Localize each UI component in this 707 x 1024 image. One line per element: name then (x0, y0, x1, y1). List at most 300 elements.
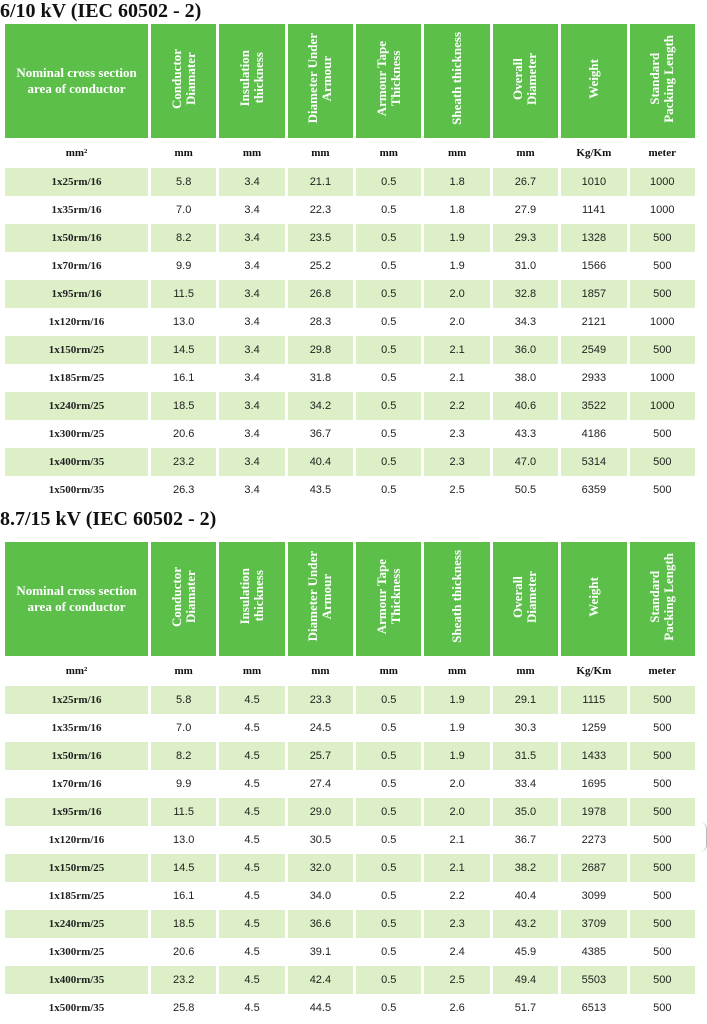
table-cell: 11.5 (151, 798, 216, 826)
table-cell: 2.1 (424, 364, 489, 392)
units-row (5, 656, 695, 686)
column-header-label: Diameter Under Armour (305, 551, 335, 642)
table-cell: 33.4 (493, 770, 558, 798)
table-cell: 0.5 (356, 448, 421, 476)
table-cell: 5503 (561, 966, 626, 994)
column-header (424, 24, 489, 138)
table-cell: 36.7 (288, 420, 353, 448)
table-cell: 36.7 (493, 826, 558, 854)
table-cell: 500 (630, 476, 695, 504)
table-cell: 1010 (561, 168, 626, 196)
table-cell: 27.4 (288, 770, 353, 798)
table-cell: 23.5 (288, 224, 353, 252)
row-label: 1x240rm/25 (5, 910, 148, 938)
table-cell: 29.3 (493, 224, 558, 252)
column-header-label: Sheath thickness (449, 32, 465, 125)
table-cell: 2.2 (424, 882, 489, 910)
table-cell: 26.8 (288, 280, 353, 308)
table-cell: 18.5 (151, 392, 216, 420)
table-cell: 0.5 (356, 196, 421, 224)
column-header (219, 24, 284, 138)
unit-cell: mm² (65, 665, 88, 677)
column-header (493, 24, 558, 138)
table-cell: 40.4 (493, 882, 558, 910)
table-cell: 1857 (561, 280, 626, 308)
column-header (219, 542, 284, 656)
table-row (5, 686, 695, 714)
table-cell: 1.9 (424, 742, 489, 770)
table-row (5, 392, 695, 420)
column-header-label: Standard Packing Length (647, 552, 677, 641)
table-cell: 4.5 (219, 994, 284, 1022)
table-cell: 2.3 (424, 420, 489, 448)
unit-cell: mm (447, 665, 467, 677)
table-cell: 1259 (561, 714, 626, 742)
table-cell: 0.5 (356, 252, 421, 280)
table-row (5, 476, 695, 504)
table-cell: 500 (630, 336, 695, 364)
table-cell: 34.3 (493, 308, 558, 336)
table-cell: 1.9 (424, 714, 489, 742)
table-cell: 11.5 (151, 280, 216, 308)
table-cell: 29.1 (493, 686, 558, 714)
table-cell: 23.2 (151, 966, 216, 994)
row-label: 1x50rm/16 (5, 224, 148, 252)
table-cell: 0.5 (356, 168, 421, 196)
table-cell: 31.5 (493, 742, 558, 770)
table-cell: 500 (630, 252, 695, 280)
column-header-label: Insulation thickness (237, 568, 267, 625)
column-header (493, 542, 558, 656)
table-cell: 0.5 (356, 742, 421, 770)
table-title-8-7-15kv: 8.7/15 kV (IEC 60502 - 2) (0, 508, 217, 530)
table-row (5, 938, 695, 966)
column-header (151, 542, 216, 656)
unit-cell: mm (242, 665, 262, 677)
table-cell: 40.6 (493, 392, 558, 420)
table-cell: 0.5 (356, 798, 421, 826)
row-label: 1x120rm/16 (5, 826, 148, 854)
table-cell: 36.6 (288, 910, 353, 938)
header-row (5, 24, 695, 138)
table-cell: 9.9 (151, 770, 216, 798)
table-row (5, 196, 695, 224)
table-cell: 4.5 (219, 686, 284, 714)
row-label: 1x70rm/16 (5, 770, 148, 798)
table-cell: 4.5 (219, 826, 284, 854)
table-body (5, 24, 695, 504)
table-cell: 500 (630, 826, 695, 854)
table-cell: 3522 (561, 392, 626, 420)
table-row (5, 448, 695, 476)
row-label: 1x400rm/35 (5, 966, 148, 994)
table-row (5, 854, 695, 882)
table-cell: 31.0 (493, 252, 558, 280)
table-row (5, 742, 695, 770)
table-cell: 2.3 (424, 910, 489, 938)
column-header (630, 542, 695, 656)
row-label: 1x25rm/16 (5, 168, 148, 196)
unit-cell: mm (174, 665, 193, 677)
table-row (5, 224, 695, 252)
row-label: 1x150rm/25 (5, 336, 148, 364)
table-cell: 0.5 (356, 714, 421, 742)
table-cell: 3.4 (219, 392, 284, 420)
row-label: 1x300rm/25 (5, 420, 148, 448)
table-cell: 0.5 (356, 308, 421, 336)
table-cell: 500 (630, 224, 695, 252)
column-header-label: Insulation thickness (237, 50, 267, 107)
row-label: 1x500rm/35 (5, 994, 148, 1022)
column-header (561, 24, 626, 138)
spec-table-8-7-15kv (2, 542, 698, 1022)
table-cell: 26.3 (151, 476, 216, 504)
table-cell: 2.5 (424, 476, 489, 504)
table-cell: 28.3 (288, 308, 353, 336)
table-cell: 2.2 (424, 392, 489, 420)
column-header-label: Sheath thickness (449, 550, 465, 643)
column-header-label: Diameter Under Armour (305, 33, 335, 124)
table-cell: 4385 (561, 938, 626, 966)
table-cell: 44.5 (288, 994, 353, 1022)
row-label: 1x70rm/16 (5, 252, 148, 280)
table-cell: 34.0 (288, 882, 353, 910)
table-cell: 3.4 (219, 252, 284, 280)
table-cell: 1.9 (424, 224, 489, 252)
table-cell: 0.5 (356, 770, 421, 798)
table-cell: 1328 (561, 224, 626, 252)
table-cell: 36.0 (493, 336, 558, 364)
table-cell: 32.0 (288, 854, 353, 882)
column-header (630, 24, 695, 138)
table-cell: 2.1 (424, 826, 489, 854)
table-cell: 500 (630, 994, 695, 1022)
table-row (5, 798, 695, 826)
column-header-label: Standard Packing Length (647, 34, 677, 123)
table-cell: 45.9 (493, 938, 558, 966)
table-cell: 1000 (630, 364, 695, 392)
table-row (5, 420, 695, 448)
table-cell: 3.4 (219, 448, 284, 476)
table-cell: 2121 (561, 308, 626, 336)
table-cell: 500 (630, 882, 695, 910)
row-label: 1x35rm/16 (5, 196, 148, 224)
table-cell: 4.5 (219, 882, 284, 910)
table-cell: 47.0 (493, 448, 558, 476)
table-cell: 2.4 (424, 938, 489, 966)
table-cell: 38.0 (493, 364, 558, 392)
table-cell: 1.9 (424, 252, 489, 280)
row-label: 1x500rm/35 (5, 476, 148, 504)
table-cell: 32.8 (493, 280, 558, 308)
table-cell: 3709 (561, 910, 626, 938)
table-cell: 21.1 (288, 168, 353, 196)
table-cell: 4.5 (219, 938, 284, 966)
unit-cell: mm (379, 665, 398, 677)
table-cell: 39.1 (288, 938, 353, 966)
table-cell: 0.5 (356, 224, 421, 252)
table-cell: 20.6 (151, 420, 216, 448)
table-cell: 23.2 (151, 448, 216, 476)
table-cell: 1115 (561, 686, 626, 714)
table-cell: 38.2 (493, 854, 558, 882)
table-cell: 2273 (561, 826, 626, 854)
unit-cell: mm (447, 147, 467, 159)
table-cell: 1141 (561, 196, 626, 224)
table-cell: 18.5 (151, 910, 216, 938)
table-cell: 3.4 (219, 280, 284, 308)
unit-cell: mm (311, 665, 330, 677)
table-cell: 2.1 (424, 336, 489, 364)
table-cell: 29.0 (288, 798, 353, 826)
table-cell: 3.4 (219, 168, 284, 196)
table-cell: 500 (630, 280, 695, 308)
table-cell: 14.5 (151, 336, 216, 364)
table-cell: 500 (630, 714, 695, 742)
table-row (5, 336, 695, 364)
column-header-label: Overall Diameter (510, 52, 540, 105)
unit-cell: Kg/Km (576, 147, 612, 159)
table-cell: 20.6 (151, 938, 216, 966)
table-cell: 0.5 (356, 882, 421, 910)
table-cell: 8.2 (151, 742, 216, 770)
unit-cell: mm (516, 665, 535, 677)
table-cell: 4.5 (219, 910, 284, 938)
table-row (5, 966, 695, 994)
table-cell: 0.5 (356, 392, 421, 420)
table-cell: 13.0 (151, 826, 216, 854)
table-cell: 49.4 (493, 966, 558, 994)
row-label: 1x35rm/16 (5, 714, 148, 742)
column-header-label: Armour Tape Thickness (373, 558, 403, 635)
table-cell: 0.5 (356, 910, 421, 938)
table-cell: 29.8 (288, 336, 353, 364)
table-cell: 500 (630, 938, 695, 966)
page-edge-mark (700, 822, 707, 852)
table-cell: 27.9 (493, 196, 558, 224)
unit-cell: meter (648, 147, 676, 159)
table-row (5, 910, 695, 938)
table-cell: 43.3 (493, 420, 558, 448)
table-cell: 500 (630, 686, 695, 714)
table-cell: 3.4 (219, 308, 284, 336)
table-cell: 0.5 (356, 826, 421, 854)
table-cell: 35.0 (493, 798, 558, 826)
table-cell: 3.4 (219, 476, 284, 504)
row-label: 1x185rm/25 (5, 364, 148, 392)
header-row (5, 542, 695, 656)
column-header (151, 24, 216, 138)
table-cell: 0.5 (356, 686, 421, 714)
table-row (5, 882, 695, 910)
column-header-label: Conductor Diamater (168, 48, 198, 109)
table-cell: 500 (630, 798, 695, 826)
table-cell: 34.2 (288, 392, 353, 420)
unit-cell: meter (648, 665, 676, 677)
unit-cell: mm² (65, 147, 88, 159)
row-label: 1x150rm/25 (5, 854, 148, 882)
table-cell: 16.1 (151, 882, 216, 910)
table-row (5, 252, 695, 280)
table-cell: 51.7 (493, 994, 558, 1022)
unit-cell: mm (379, 147, 398, 159)
table-cell: 43.2 (493, 910, 558, 938)
table-cell: 2.0 (424, 308, 489, 336)
table-cell: 2933 (561, 364, 626, 392)
table-cell: 1000 (630, 308, 695, 336)
row-label: 1x120rm/16 (5, 308, 148, 336)
table-cell: 500 (630, 854, 695, 882)
table-cell: 2.0 (424, 280, 489, 308)
table-cell: 4.5 (219, 966, 284, 994)
column-header (288, 24, 353, 138)
table-cell: 2.5 (424, 966, 489, 994)
table-cell: 3099 (561, 882, 626, 910)
table-cell: 500 (630, 910, 695, 938)
table-cell: 500 (630, 448, 695, 476)
table-cell: 40.4 (288, 448, 353, 476)
column-header (356, 542, 421, 656)
table-cell: 0.5 (356, 364, 421, 392)
table-cell: 22.3 (288, 196, 353, 224)
table-cell: 1000 (630, 196, 695, 224)
table-row (5, 308, 695, 336)
table-cell: 3.4 (219, 364, 284, 392)
table-body (5, 542, 695, 1022)
unit-cell: mm (516, 147, 535, 159)
column-header: Nominal cross section area of conductor (5, 542, 148, 656)
column-header-label: Conductor Diamater (168, 566, 198, 627)
table-cell: 4.5 (219, 770, 284, 798)
table-cell: 1000 (630, 392, 695, 420)
table-cell: 2.6 (424, 994, 489, 1022)
table-cell: 30.3 (493, 714, 558, 742)
table-cell: 4.5 (219, 714, 284, 742)
table-cell: 0.5 (356, 938, 421, 966)
table-cell: 2.3 (424, 448, 489, 476)
table-cell: 500 (630, 966, 695, 994)
row-label: 1x240rm/25 (5, 392, 148, 420)
table-cell: 3.4 (219, 420, 284, 448)
table-cell: 6359 (561, 476, 626, 504)
table-row (5, 770, 695, 798)
table-cell: 13.0 (151, 308, 216, 336)
table-cell: 24.5 (288, 714, 353, 742)
units-row (5, 138, 695, 168)
row-label: 1x95rm/16 (5, 280, 148, 308)
unit-cell: mm (174, 147, 193, 159)
unit-cell: Kg/Km (576, 665, 612, 677)
column-header-label: Overall Diameter (510, 570, 540, 623)
table-cell: 1.8 (424, 196, 489, 224)
row-label: 1x50rm/16 (5, 742, 148, 770)
table-cell: 500 (630, 770, 695, 798)
table-cell: 1.9 (424, 686, 489, 714)
table-cell: 7.0 (151, 714, 216, 742)
table-cell: 26.7 (493, 168, 558, 196)
row-label: 1x25rm/16 (5, 686, 148, 714)
table-cell: 5.8 (151, 168, 216, 196)
table-cell: 14.5 (151, 854, 216, 882)
table-cell: 2.0 (424, 798, 489, 826)
row-label: 1x300rm/25 (5, 938, 148, 966)
table-cell: 31.8 (288, 364, 353, 392)
table-cell: 4.5 (219, 742, 284, 770)
table-cell: 0.5 (356, 854, 421, 882)
column-header (288, 542, 353, 656)
table-title-6-10kv: 6/10 kV (IEC 60502 - 2) (0, 0, 202, 22)
column-header: Nominal cross section area of conductor (5, 24, 148, 138)
unit-cell: mm (311, 147, 330, 159)
table-cell: 3.4 (219, 336, 284, 364)
table-cell: 0.5 (356, 336, 421, 364)
table-cell: 2.1 (424, 854, 489, 882)
column-header (561, 542, 626, 656)
table-cell: 1.8 (424, 168, 489, 196)
table-cell: 9.9 (151, 252, 216, 280)
table-cell: 25.2 (288, 252, 353, 280)
table-cell: 8.2 (151, 224, 216, 252)
table-cell: 30.5 (288, 826, 353, 854)
table-cell: 2.0 (424, 770, 489, 798)
column-header-label: Armour Tape Thickness (373, 40, 403, 117)
row-label: 1x95rm/16 (5, 798, 148, 826)
table-cell: 3.4 (219, 224, 284, 252)
table-row (5, 168, 695, 196)
table-cell: 5.8 (151, 686, 216, 714)
table-cell: 4.5 (219, 854, 284, 882)
table-cell: 2687 (561, 854, 626, 882)
table-cell: 1978 (561, 798, 626, 826)
table-row (5, 280, 695, 308)
table-row (5, 826, 695, 854)
table-cell: 0.5 (356, 966, 421, 994)
table-cell: 4.5 (219, 798, 284, 826)
table-cell: 1695 (561, 770, 626, 798)
table-cell: 0.5 (356, 994, 421, 1022)
table-cell: 0.5 (356, 476, 421, 504)
table-cell: 0.5 (356, 280, 421, 308)
table-cell: 0.5 (356, 420, 421, 448)
table-cell: 42.4 (288, 966, 353, 994)
table-cell: 2549 (561, 336, 626, 364)
table-cell: 16.1 (151, 364, 216, 392)
table-cell: 6513 (561, 994, 626, 1022)
table-cell: 1433 (561, 742, 626, 770)
table-cell: 23.3 (288, 686, 353, 714)
table-cell: 500 (630, 742, 695, 770)
table-row (5, 994, 695, 1022)
column-header-label: Weight (585, 58, 601, 99)
table-cell: 1000 (630, 168, 695, 196)
table-cell: 43.5 (288, 476, 353, 504)
row-label: 1x400rm/35 (5, 448, 148, 476)
table-row (5, 364, 695, 392)
column-header-label: Weight (585, 576, 601, 617)
table-cell: 1566 (561, 252, 626, 280)
table-cell: 500 (630, 420, 695, 448)
table-cell: 25.7 (288, 742, 353, 770)
table-cell: 3.4 (219, 196, 284, 224)
unit-cell: mm (242, 147, 262, 159)
column-header (356, 24, 421, 138)
table-cell: 7.0 (151, 196, 216, 224)
table-cell: 5314 (561, 448, 626, 476)
table-row (5, 714, 695, 742)
table-cell: 4186 (561, 420, 626, 448)
column-header (424, 542, 489, 656)
row-label: 1x185rm/25 (5, 882, 148, 910)
